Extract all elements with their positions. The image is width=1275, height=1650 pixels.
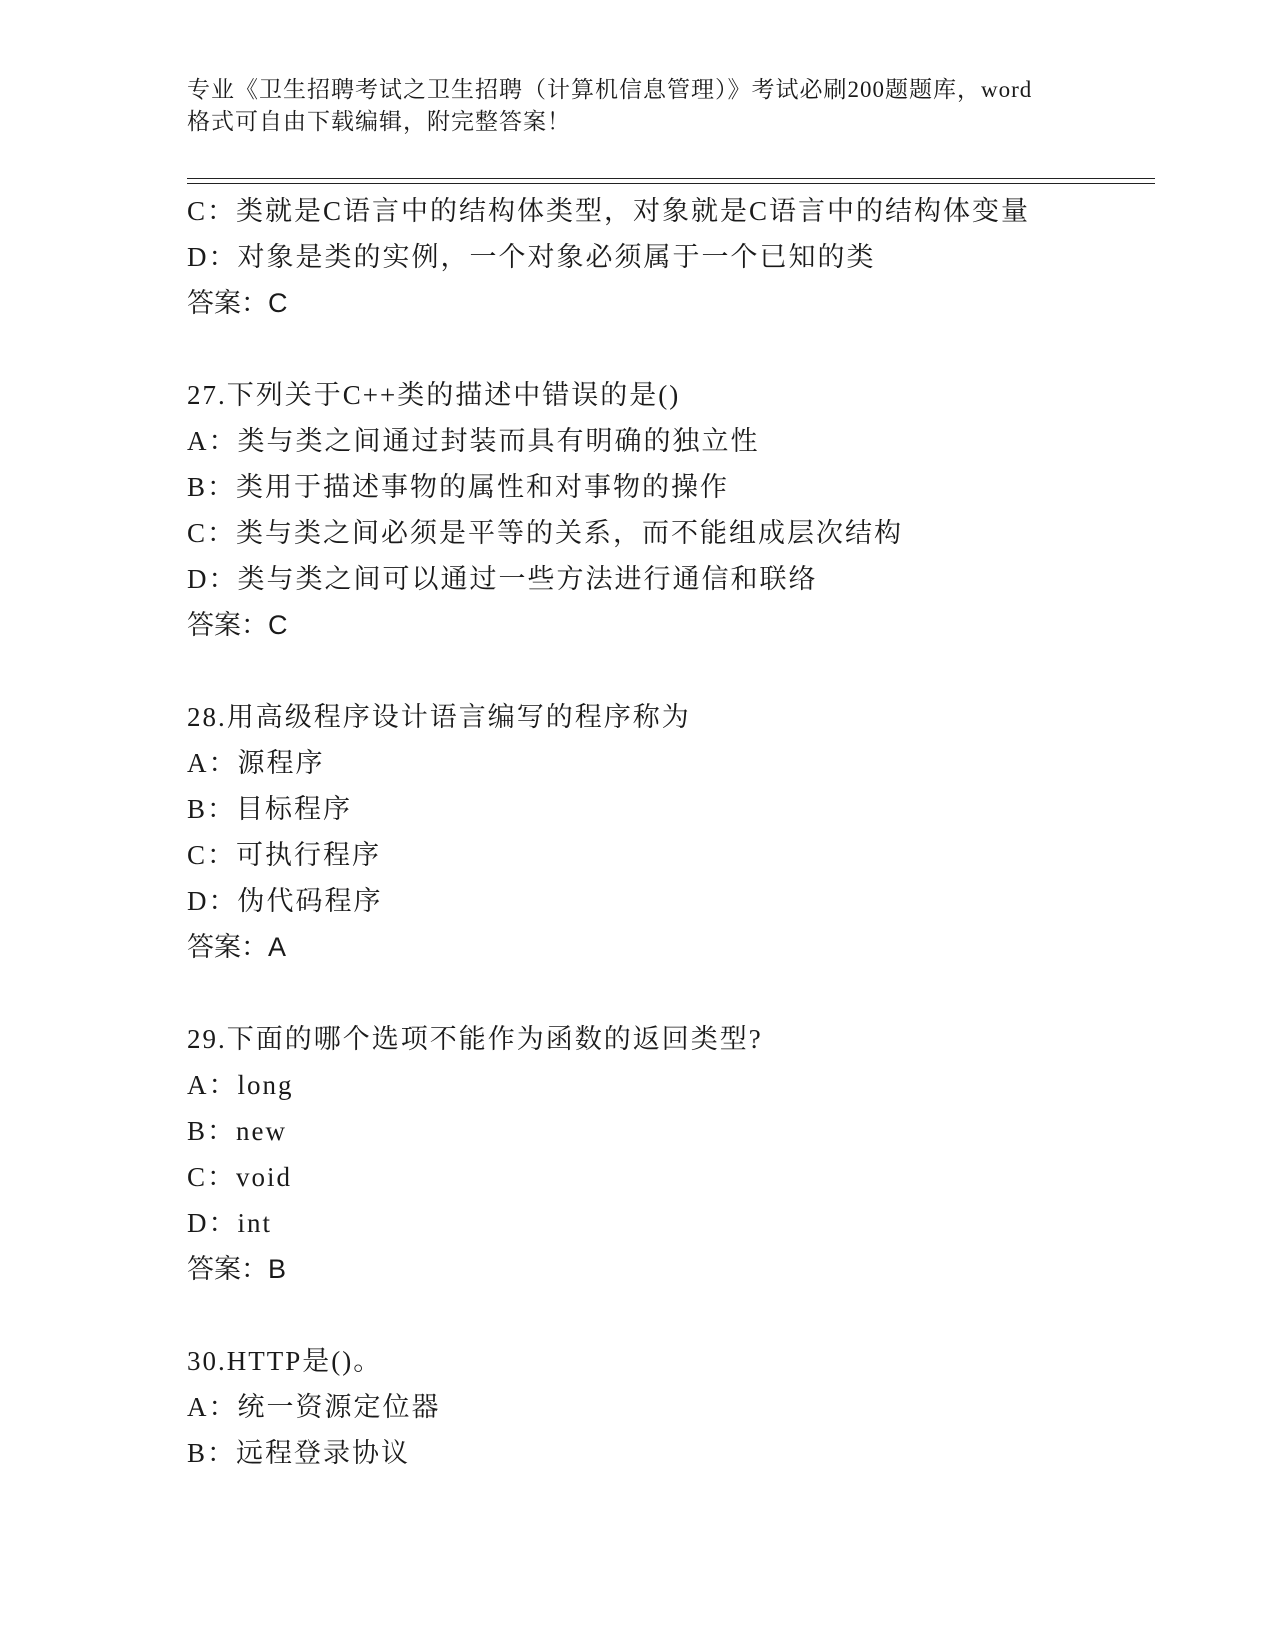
option-b: B：远程登录协议 [187, 1438, 411, 1468]
answer-line: 答案：C [187, 610, 288, 640]
spacer [187, 1292, 1147, 1338]
question-block-30 [187, 1338, 1147, 1476]
spacer [187, 970, 1147, 1016]
header-title-line-1: 专业《卫生招聘考试之卫生招聘（计算机信息管理）》考试必刷200题题库，word [187, 77, 1033, 102]
question-block-27 [187, 372, 1147, 648]
question-stem: 27.下列关于C++类的描述中错误的是() [187, 380, 681, 410]
question-block-28 [187, 694, 1147, 970]
question-list [187, 188, 1147, 1476]
spacer [187, 648, 1147, 694]
header-divider-top [187, 178, 1155, 179]
option-d: D：类与类之间可以通过一些方法进行通信和联络 [187, 564, 818, 594]
option-c: C：可执行程序 [187, 840, 382, 870]
option-c: C：类就是C语言中的结构体类型，对象就是C语言中的结构体变量 [187, 196, 1031, 226]
option-a: A：统一资源定位器 [187, 1392, 441, 1422]
question-stem: 28.用高级程序设计语言编写的程序称为 [187, 702, 691, 732]
option-c: C：类与类之间必须是平等的关系，而不能组成层次结构 [187, 518, 904, 548]
header-title-line-2: 格式可自由下载编辑，附完整答案！ [187, 109, 571, 134]
answer-line: 答案：A [187, 932, 287, 962]
answer-line: 答案：C [187, 288, 288, 318]
option-b: B：new [187, 1116, 287, 1146]
option-d: D：对象是类的实例，一个对象必须属于一个已知的类 [187, 242, 876, 272]
question-stem: 30.HTTP是()。 [187, 1346, 383, 1376]
option-b: B：类用于描述事物的属性和对事物的操作 [187, 472, 730, 502]
question-stem: 29.下面的哪个选项不能作为函数的返回类型? [187, 1024, 763, 1054]
option-c: C：void [187, 1162, 293, 1192]
option-d: D：伪代码程序 [187, 886, 383, 916]
option-a: A：long [187, 1070, 294, 1100]
option-a: A：源程序 [187, 748, 325, 778]
option-a: A：类与类之间通过封装而具有明确的独立性 [187, 426, 760, 456]
document-header [187, 74, 1087, 138]
header-divider-bottom [187, 183, 1155, 184]
option-b: B：目标程序 [187, 794, 353, 824]
spacer [187, 326, 1147, 372]
question-block-carryover [187, 188, 1147, 326]
option-d: D：int [187, 1208, 273, 1238]
answer-line: 答案：B [187, 1254, 287, 1284]
question-block-29 [187, 1016, 1147, 1292]
